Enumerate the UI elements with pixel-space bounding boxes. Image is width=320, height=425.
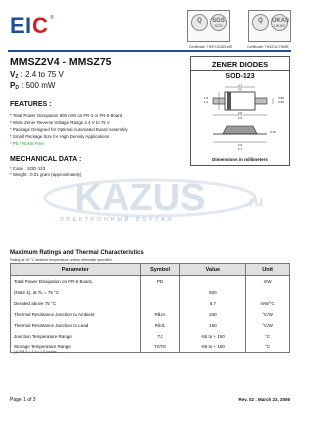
cell-unit: mW xyxy=(246,276,290,287)
dim-label: 0.65 xyxy=(278,100,284,104)
table-row xyxy=(11,298,290,309)
package-name: SOD-123 xyxy=(225,73,255,80)
spec-symbol: P xyxy=(10,81,16,90)
rohs-feature-item: * Pb / RoHS Free xyxy=(10,141,44,146)
mechanical-data-heading: MECHANICAL DATA : xyxy=(10,156,82,163)
power-dissipation-spec xyxy=(10,81,55,93)
cell-symbol: PD xyxy=(140,276,180,287)
dim-label: 3.5 xyxy=(237,87,243,92)
cell-symbol: TJ xyxy=(140,331,180,342)
table-row xyxy=(11,309,290,320)
cell-parameter: Junction Temperature Range xyxy=(11,331,141,342)
part-number-title: MMSZ2V4 - MMSZ75 xyxy=(10,56,112,68)
page-number: Page 1 of 3 xyxy=(10,397,36,403)
cell-parameter: Thermal Resistance Junction to Lead xyxy=(11,320,141,331)
spec-symbol: V xyxy=(10,70,16,79)
dim-label: 1.8 xyxy=(203,96,209,100)
table-row xyxy=(11,276,290,287)
cell-value xyxy=(180,276,246,287)
kazus-watermark xyxy=(40,176,270,220)
revision-date: Rev. 02 : March 22, 2006 xyxy=(238,397,290,402)
cell-value: 150 xyxy=(180,320,246,331)
cell-unit: mW/°C xyxy=(246,298,290,309)
cell-symbol xyxy=(140,298,180,309)
table-footnote: (1) FR-5 = 3.5 x 1.5 inches xyxy=(14,350,57,354)
spec-subscript: Z xyxy=(15,74,19,80)
spec-subscript: D xyxy=(15,85,19,91)
features-heading: FEATURES : xyxy=(10,101,52,108)
dim-label: 1.4 xyxy=(203,100,209,104)
spec-value: : 500 mW xyxy=(21,81,56,90)
feature-item: * Package Designed for Optimal Automated Board Assembly xyxy=(10,127,128,132)
dim-label: 2.5 xyxy=(237,116,243,120)
registered-mark: ® xyxy=(50,15,54,21)
cell-value: -55 to + 150 xyxy=(180,331,246,342)
certificate-caption-1: Certificate: TH97/1108/1WE xyxy=(189,45,233,49)
watermark-suffix: .ru xyxy=(245,193,263,209)
cell-unit: °C/W xyxy=(246,320,290,331)
dim-label: 0.15 xyxy=(270,130,276,134)
weight-line: * Weight : 0.01 gram (approximately) xyxy=(10,172,82,177)
ratings-note: Rating at 25 °C ambient temperature unless otherwise specified. xyxy=(10,258,113,262)
features-list xyxy=(10,112,128,147)
cell-symbol: RθJL xyxy=(140,320,180,331)
cell-value: 500 xyxy=(180,287,246,298)
table-row xyxy=(11,320,290,331)
table-header-row xyxy=(11,264,290,276)
logo-letter-e: E xyxy=(10,13,25,38)
feature-item: * Total Power Dissipation 500 mW on FR-4 or FR-5 Board xyxy=(10,113,123,118)
cell-value: 6.7 xyxy=(180,298,246,309)
seal-text: SGS xyxy=(214,23,223,28)
ratings-heading: Maximum Ratings and Thermal Characteristics xyxy=(10,250,144,256)
column-header-symbol: Symbol xyxy=(140,264,180,276)
dim-label: 3.7 xyxy=(237,84,243,88)
cell-parameter: (Note 1), at TL = 75 °C xyxy=(11,287,141,298)
cell-unit: °C xyxy=(246,342,290,353)
cell-unit: °C xyxy=(246,331,290,342)
seal-mark: SGS xyxy=(212,18,225,24)
quality-seal-icon xyxy=(191,14,208,31)
logo-letter-c: C xyxy=(32,13,48,38)
cell-unit xyxy=(246,287,290,298)
column-header-parameter: Parameter xyxy=(11,264,141,276)
header-divider xyxy=(8,50,291,52)
cell-parameter: Derated above 75 °C xyxy=(11,298,141,309)
seal-mark: Q xyxy=(258,18,263,24)
package-box-title: ZENER DIODES xyxy=(211,60,269,69)
cell-parameter: Total Power Dissipation on FR-5 Board, xyxy=(11,276,141,287)
seal-mark: UKAS xyxy=(272,18,290,24)
cell-parameter: Storage Temperature Range xyxy=(11,342,141,353)
package-info-box xyxy=(190,56,290,166)
certificate-badge-2 xyxy=(248,10,291,42)
watermark-portal-text: ЭЛЕКТРОННЫЙ ПОРТАЛ xyxy=(60,217,174,223)
table-row xyxy=(11,331,290,342)
cell-symbol: TSTG xyxy=(140,342,180,353)
cell-symbol: RθJA xyxy=(140,309,180,320)
cell-symbol xyxy=(140,287,180,298)
table-row xyxy=(11,287,290,298)
dim-label: 2.9 xyxy=(237,143,243,147)
logo-letter-i: I xyxy=(25,13,32,38)
package-outline-drawing xyxy=(193,84,288,154)
cell-unit: °C/W xyxy=(246,309,290,320)
dim-label: 2.7 xyxy=(237,147,243,151)
column-header-unit: Unit xyxy=(246,264,290,276)
ratings-table xyxy=(10,263,290,353)
cell-parameter: Thermal Resistance Junction to Ambient xyxy=(11,309,141,320)
dim-label: 2.8 xyxy=(237,111,243,115)
seal-text: UKAS xyxy=(274,23,285,28)
watermark-text: KAZUS xyxy=(74,177,206,219)
package-body-side-view xyxy=(223,126,257,134)
cell-value: -55 to + 150 xyxy=(180,342,246,353)
certificate-badge-1 xyxy=(187,10,230,42)
feature-item: * Small Package Size for High Density Applications xyxy=(10,134,110,139)
quality-seal-icon xyxy=(252,14,269,31)
dim-label: 0.85 xyxy=(278,96,284,100)
column-header-value: Value xyxy=(180,264,246,276)
dimensions-caption: Dimensions in millimeters xyxy=(212,157,268,162)
spec-value: : 2.4 to 75 V xyxy=(20,70,64,79)
sgs-seal-icon xyxy=(210,14,227,31)
package-box-divider xyxy=(191,70,289,71)
cell-value: 340 xyxy=(180,309,246,320)
case-line: * Case : SOD-123 xyxy=(10,166,46,171)
certificate-caption-2: Certificate: TH42/11/7599E xyxy=(247,45,289,49)
feature-item: * Wide Zener Reverse Voltage Range 2.4 V to 75 V xyxy=(10,120,110,125)
lead-right xyxy=(255,98,267,104)
seal-mark: Q xyxy=(197,18,202,24)
cathode-band xyxy=(227,92,231,110)
ukas-seal-icon xyxy=(271,14,288,31)
company-logo xyxy=(10,15,56,37)
